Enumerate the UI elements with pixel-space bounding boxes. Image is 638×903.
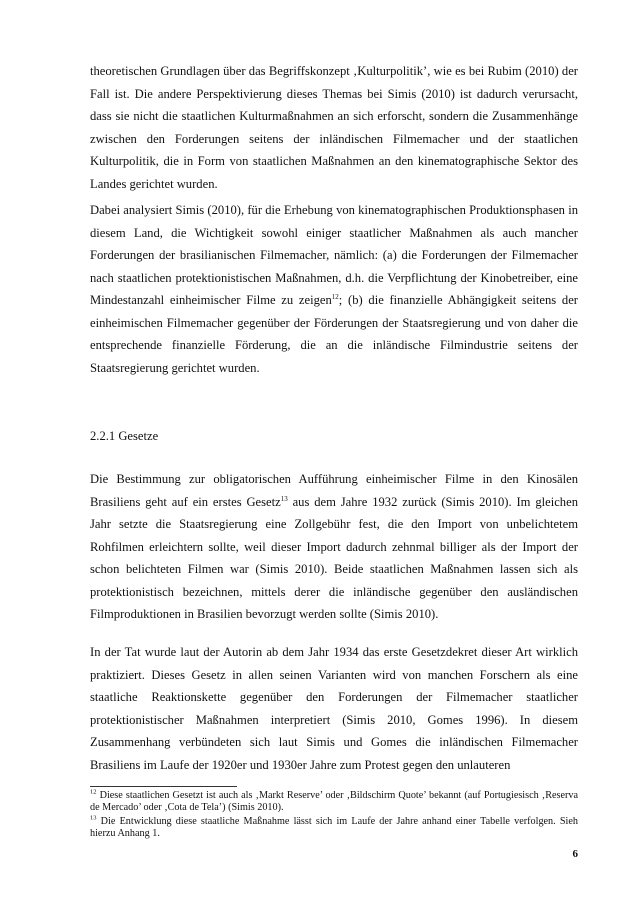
paragraph-4: In der Tat wurde laut der Autorin ab dem Jahr 1934 das erste Gesetzdekret dieser Art wirklich praktiziert. Dieses Gesetz in allen seinen Varianten wird von manchen Forschern als eine staatliche Reaktionskette gegenüber den Forderungen der Filmemacher staatlicher protektionistischer Maßnahmen interpretiert (Simis 2010, Gomes 1996). In diesem Zusammenhang verbündeten sich laut Simis und Gomes die inländischen Filmemacher Brasiliens im Laufe der 1920er und 1930er Jahre zum Protest gegen den unlauteren bbox=[90, 645, 578, 772]
paragraph-1: theoretischen Grundlagen über das Begriffskonzept ‚Kulturpolitik’, wie es bei Rubim (2010) der Fall ist. Die andere Perspektivierung dieses Themas bei Simis (2010) ist dadurch verursacht, dass sie nicht die staatlichen Kulturmaßnahmen an sich erforscht, sondern die Zusammenhänge zwischen den Forderungen seitens der inländischen Filmemacher und der staatlichen Kulturpolitik, die in Form von staatlichen Maßnahmen an den kinematographische Sektor des Landes gerichtet wurden. bbox=[90, 64, 578, 191]
footnote-ref-12: 12 bbox=[331, 292, 339, 301]
footnote-13 bbox=[90, 816, 578, 840]
paragraph-2 bbox=[90, 199, 578, 379]
paragraph-3 bbox=[90, 468, 578, 626]
footnote-divider bbox=[90, 786, 237, 787]
footnote-12 bbox=[90, 790, 578, 814]
footnote-12-text: Diese staatlichen Gesetzt ist auch als ‚Markt Reserve’ oder ‚Bildschirm Quote’ bekannt (auf Portugiesisch ‚Reserva de Mercado’ oder ‚Cota de Tela’) (Simis 2010). bbox=[90, 790, 578, 813]
footnote-ref-13: 13 bbox=[280, 494, 288, 503]
page-number: 6 bbox=[572, 848, 578, 860]
paragraph-2-text-before: Dabei analysiert Simis (2010), für die Erhebung von kinematographischen Produktionsphasen in diesem Land, die Wichtigkeit sowohl einiger staatlicher Maßnahmen als auch mancher Forderungen der brasilianischen Filmemacher, nämlich: (a) die Forderungen der Filmemacher nach staatlichen protektionistischen Maßnahmen, d.h. die Verpflichtung der Kinobetreiber, eine Mindestanzahl einheimischer Filme zu zeigen bbox=[90, 203, 578, 307]
footnote-13-number: 13 bbox=[90, 814, 97, 822]
paragraph-3-text-after: aus dem Jahre 1932 zurück (Simis 2010). Im gleichen Jahr setzte die Staatsregierung eine Zollgebühr fest, die den Import von unbelichtetem Rohfilmen erleichtern sollte, weil dieser Import dadurch zehnmal billiger als der Import der schon belichteten Filmen war (Simis 2010). Beide staatlichen Maßnahmen lassen sich als protektionistisch bezeichnen, mittels derer die inländische gegenüber den ausländischen Filmproduktionen in Brasilien bevorzugt werden sollte (Simis 2010). bbox=[90, 494, 578, 621]
footnote-13-text: Die Entwicklung diese staatliche Maßnahme lässt sich im Laufe der Jahre anhand einer Tabelle verfolgen. Sieh hierzu Anhang 1. bbox=[90, 816, 578, 839]
paragraph-3-text-before: Die Bestimmung zur obligatorischen Aufführung einheimischer Filme in den Kinosälen Brasiliens geht auf ein erstes Gesetz bbox=[90, 472, 578, 509]
paragraph-2-text-after: ; (b) die finanzielle Abhängigkeit seitens der einheimischen Filmemacher gegenüber der Förderungen der Staatsregierung und von daher die entsprechende finanzielle Förderung, die an die inländische Filmindustrie seitens der Staatsregierung gerichtet wurden. bbox=[90, 293, 578, 375]
footnote-12-number: 12 bbox=[90, 788, 97, 796]
section-heading: 2.2.1 Gesetze bbox=[90, 429, 159, 443]
